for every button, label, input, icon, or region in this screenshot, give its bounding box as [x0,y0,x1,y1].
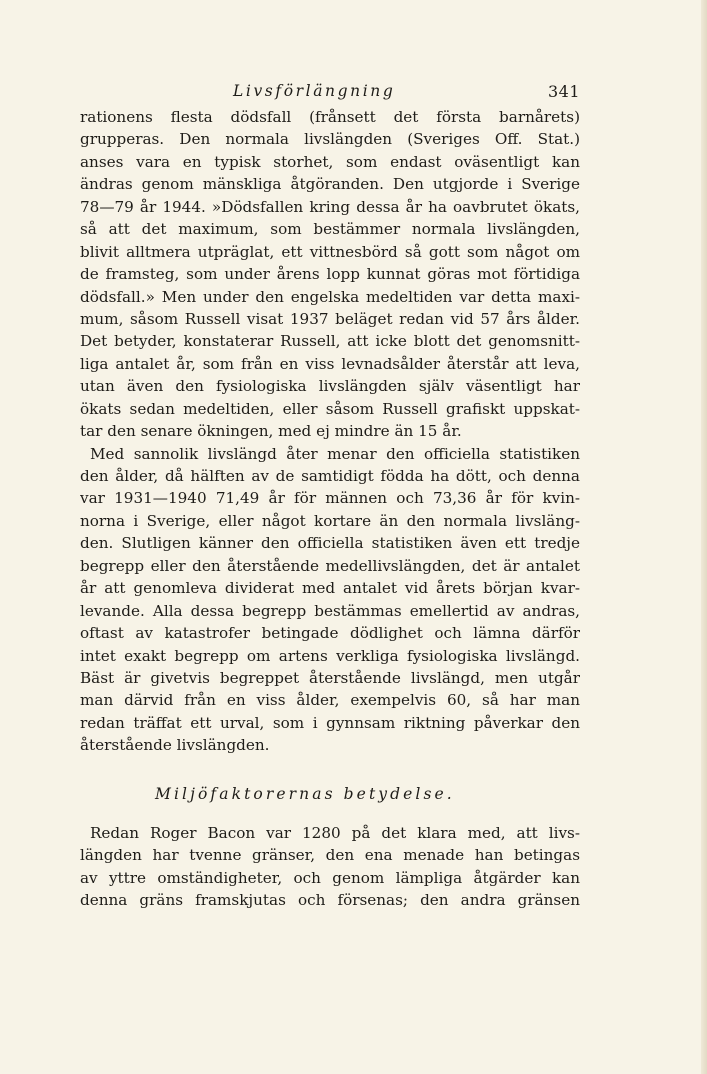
text-line: norna i Sverige, eller något kortare än den normala livsläng- [80,511,580,530]
text-line: längden har tvenne gränser, den ena menade han betingas [80,846,580,865]
text-line: den ålder, då hälften av de samtidigt födda ha dött, och denna [80,467,580,485]
text-line: intet exakt begrepp om artens verkliga fysiologiska livslängd. [80,646,580,665]
running-head [80,82,580,106]
section-heading: Miljöfaktorernas betydelse. [155,785,455,803]
running-title: Livsförlängning [233,82,396,100]
text-line: oftast av katastrofer betingade dödlighet och lämna därför [80,624,580,643]
text-line: grupperas. Den normala livslängden (Sveriges Off. Stat.) [80,130,580,149]
text-line: begrepp eller den återstående medellivslängden, det är antalet [80,556,580,575]
text-line: de framsteg, som under årens lopp kunnat göras mot förtidiga [80,265,580,284]
page-number: 341 [547,82,580,101]
text-line: tar den senare ökningen, med ej mindre än 15 år. [80,422,462,441]
text-line: dödsfall.» Men under den engelska medeltiden var detta maxi- [80,287,580,306]
text-line: återstående livslängden. [80,736,270,755]
paragraph-1 [80,106,580,443]
text-line: år att genomleva dividerat med antalet vid årets början kvar- [80,579,580,598]
text-line: Med sannolik livslängd åter menar den officiella statistiken [90,444,580,463]
text-line: Redan Roger Bacon var 1280 på det klara med, att livs- [90,824,580,842]
text-line: redan träffat ett urval, som i gynnsam riktning påverkar den [80,713,580,732]
text-line: mum, såsom Russell visat 1937 beläget redan vid 57 års ålder. [80,309,580,328]
text-line: man därvid från en viss ålder, exempelvis 60, så har man [80,691,580,710]
text-line: Det betyder, konstaterar Russell, att icke blott det genomsnitt- [80,332,580,351]
text-line: så att det maximum, som bestämmer normala livslängden, [80,220,580,239]
paragraph-2 [80,443,580,757]
text-line: levande. Alla dessa begrepp bestämmas emellertid av andras, [80,601,580,620]
body-text [80,106,580,757]
text-line: blivit alltmera utpräglat, ett vittnesbörd så gott som något om [80,242,580,261]
text-line: den. Slutligen känner den officiella statistiken även ett tredje [80,534,580,553]
text-line: denna gräns framskjutas och försenas; den andra gränsen [80,891,580,910]
page-edge-shadow [701,0,707,1074]
text-line: 78—79 år 1944. »Dödsfallen kring dessa år ha oavbrutet ökats, [80,197,580,216]
paragraph-3 [80,822,580,912]
text-line: Bäst är givetvis begreppet återstående livslängd, men utgår [80,668,580,687]
text-line: ändras genom mänskliga åtgöranden. Den utgjorde i Sverige [80,175,580,194]
text-line: av yttre omständigheter, och genom lämpliga åtgärder kan [80,868,580,887]
text-line: rationens flesta dödsfall (frånsett det första barnårets) [80,108,580,126]
text-line: liga antalet år, som från en viss levnadsålder återstår att leva, [80,354,580,373]
text-line: anses vara en typisk storhet, som endast oväsentligt kan [80,152,580,171]
text-line: var 1931—1940 71,49 år för männen och 73,36 år för kvin- [80,489,580,508]
text-line: ökats sedan medeltiden, eller såsom Russell grafiskt uppskat- [80,399,580,418]
text-line: utan även den fysiologiska livslängden själv väsentligt har [80,377,580,396]
